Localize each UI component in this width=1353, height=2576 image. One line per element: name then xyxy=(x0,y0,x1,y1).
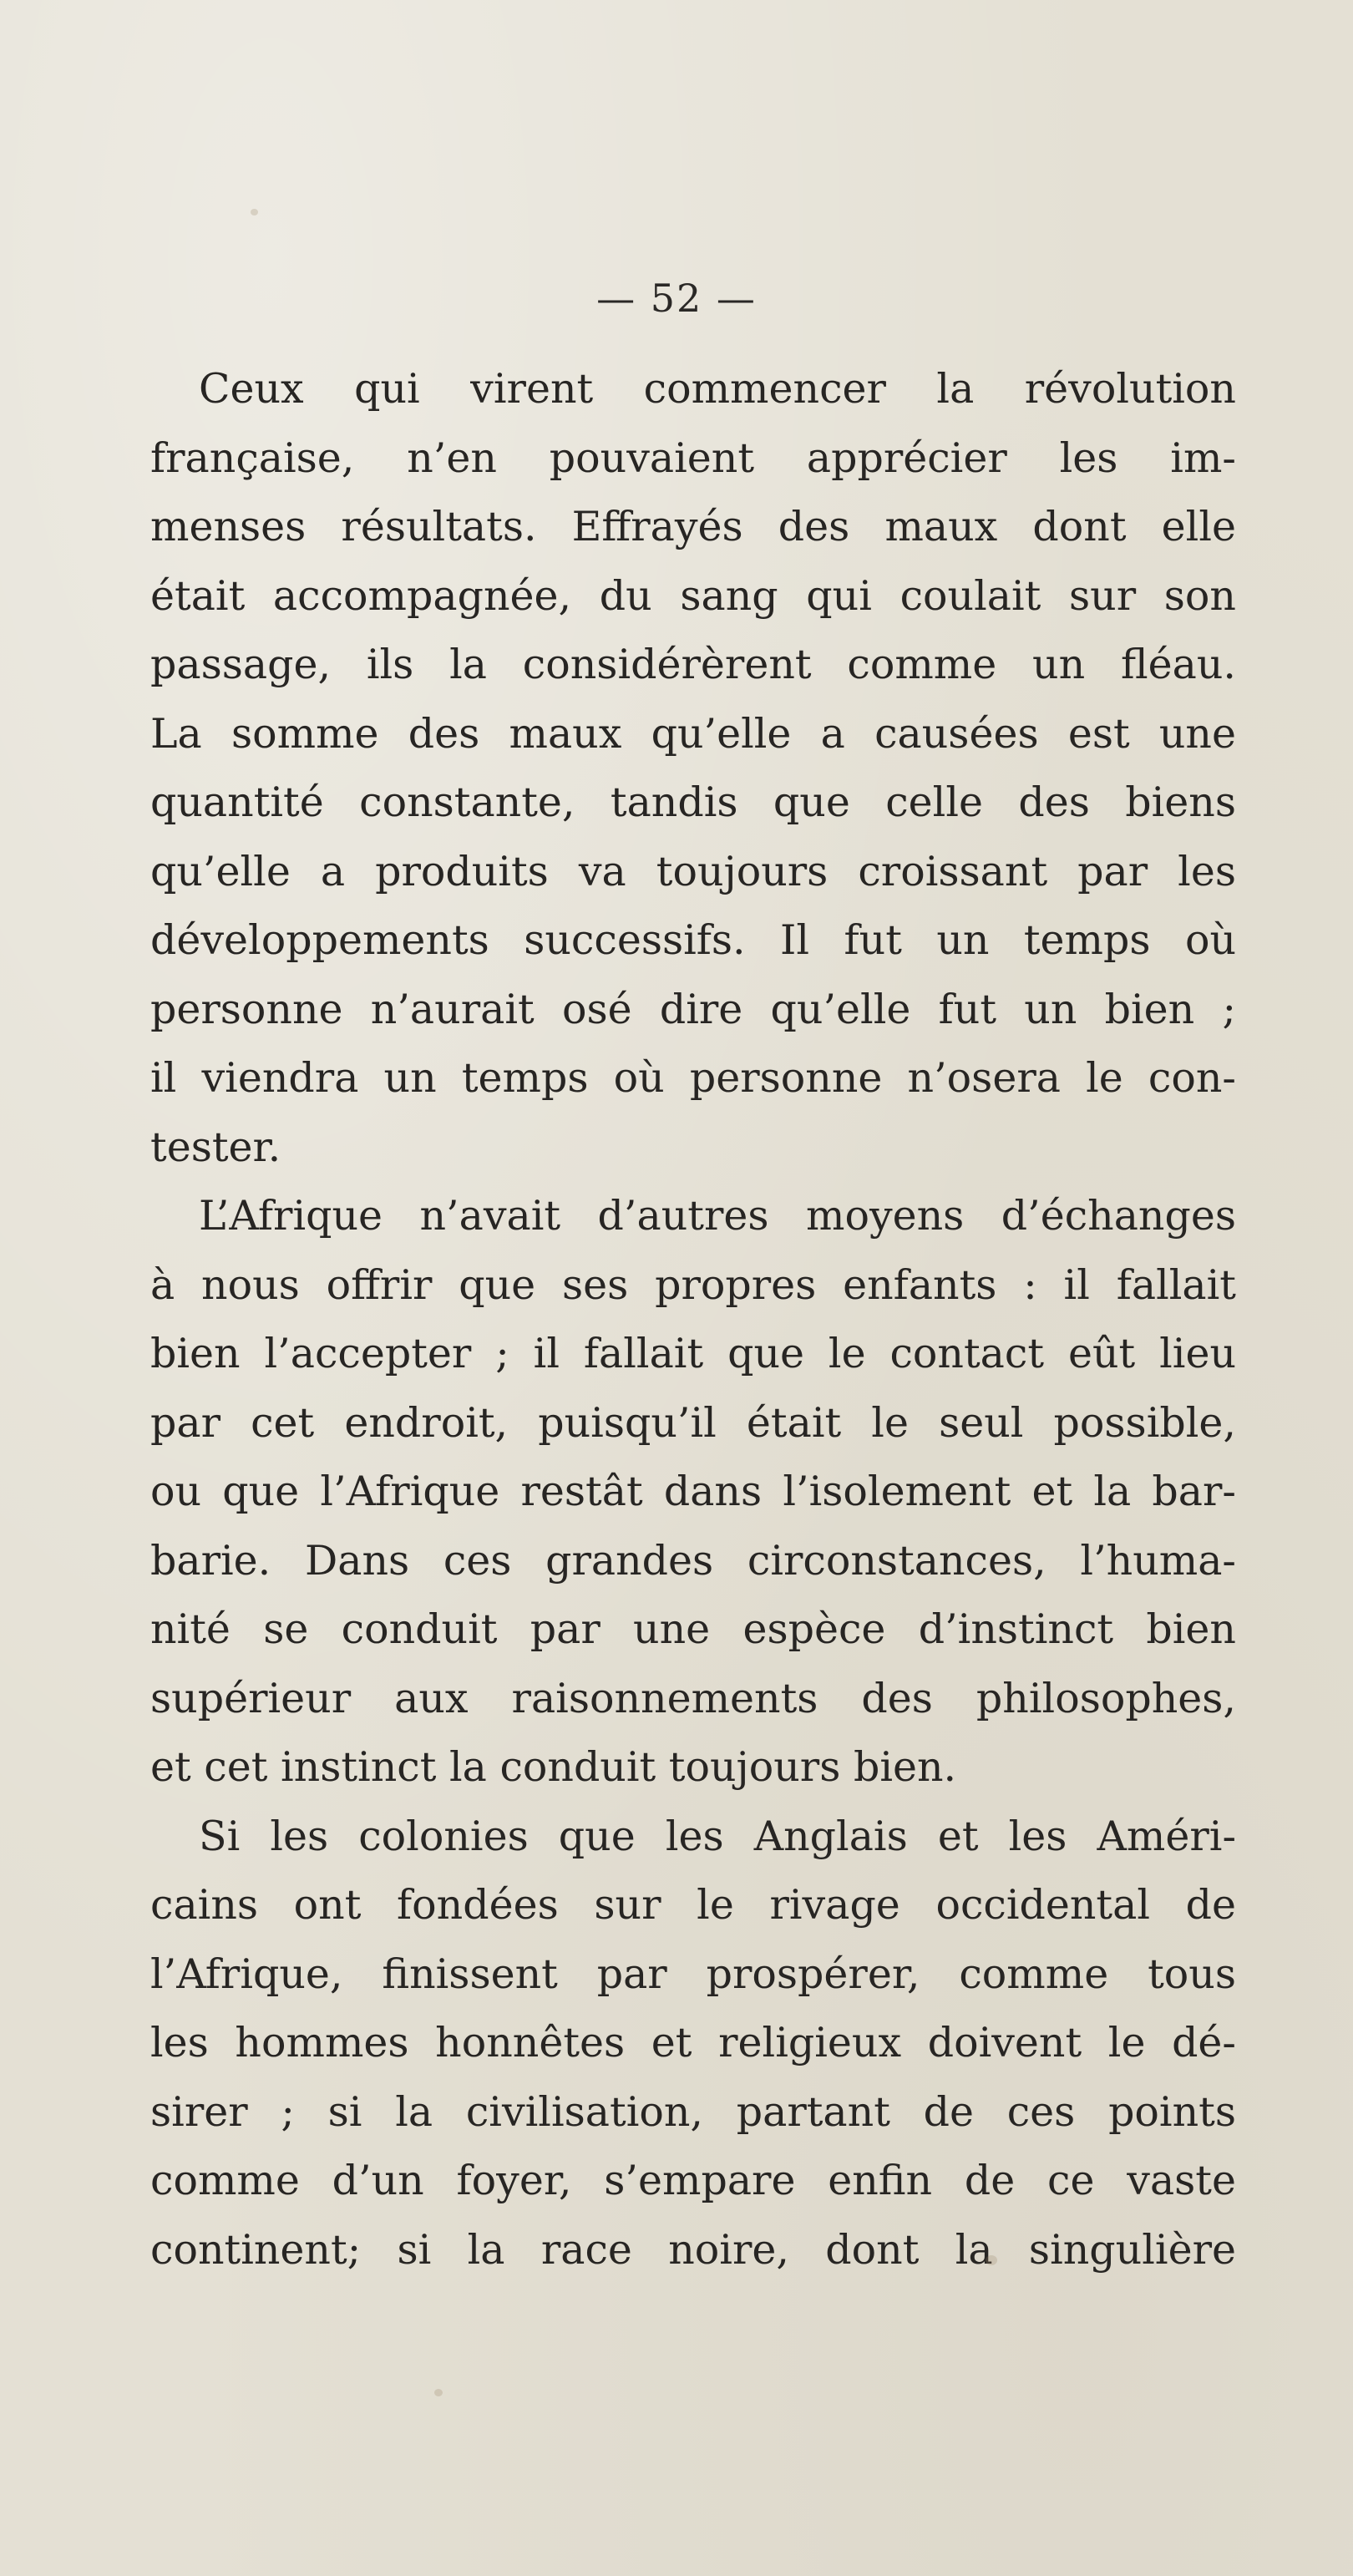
text-line: les hommes honnêtes et religieux doivent le dé- xyxy=(150,2019,1236,2066)
paragraph-2 xyxy=(150,1182,1236,1803)
text-line: quantité constante, tandis que celle des biens xyxy=(150,778,1236,826)
text-line: Ceux qui virent commencer la révolution xyxy=(199,365,1236,413)
text-line: comme d’un foyer, s’empare enfin de ce vaste xyxy=(150,2157,1236,2204)
paper-foxing-spot xyxy=(251,209,258,216)
paragraph-1 xyxy=(150,355,1236,1182)
text-line: personne n’aurait osé dire qu’elle fut un bien ; xyxy=(150,985,1236,1033)
text-line: qu’elle a produits va toujours croissant par les xyxy=(150,847,1236,895)
paper-foxing-spot xyxy=(434,2389,443,2396)
text-line: continent; si la race noire, dont la singulière xyxy=(150,2225,1236,2274)
text-line: développements successifs. Il fut un temps où xyxy=(150,916,1236,964)
body-text xyxy=(150,355,1236,2284)
text-line: bien l’accepter ; il fallait que le contact eût lieu xyxy=(150,1330,1236,1377)
text-line: il viendra un temps où personne n’osera le con- xyxy=(150,1054,1236,1102)
text-line: barie. Dans ces grandes circonstances, l’huma- xyxy=(150,1536,1236,1585)
page-number: — 52 — xyxy=(596,276,757,321)
text-line: par cet endroit, puisqu’il était le seul possible, xyxy=(150,1398,1236,1447)
text-line: à nous offrir que ses propres enfants : il fallait xyxy=(150,1260,1236,1309)
text-line: La somme des maux qu’elle a causées est une xyxy=(150,709,1236,758)
text-line: française, n’en pouvaient apprécier les im- xyxy=(150,434,1236,482)
text-line: cains ont fondées sur le rivage occidental de xyxy=(150,1881,1236,1929)
text-line: et cet instinct la conduit toujours bien. xyxy=(150,1743,957,1791)
text-line: l’Afrique, finissent par prospérer, comme tous xyxy=(150,1950,1236,1998)
text-line: tester. xyxy=(150,1123,281,1171)
paper-foxing-spot xyxy=(986,2255,997,2265)
text-line: était accompagnée, du sang qui coulait sur son xyxy=(150,571,1236,620)
text-line: L’Afrique n’avait d’autres moyens d’échanges xyxy=(199,1192,1236,1240)
text-line: nité se conduit par une espèce d’instinct bien xyxy=(150,1605,1236,1653)
paragraph-3 xyxy=(150,1803,1236,2285)
text-line: ou que l’Afrique restât dans l’isolement et la bar- xyxy=(150,1468,1236,1515)
text-line: passage, ils la considérèrent comme un fléau. xyxy=(150,641,1236,688)
text-line: supérieur aux raisonnements des philosophes, xyxy=(150,1674,1236,1722)
text-line: menses résultats. Effrayés des maux dont elle xyxy=(150,503,1236,550)
text-line: Si les colonies que les Anglais et les Améri- xyxy=(199,1812,1236,1860)
text-line: sirer ; si la civilisation, partant de ces points xyxy=(150,2087,1236,2136)
